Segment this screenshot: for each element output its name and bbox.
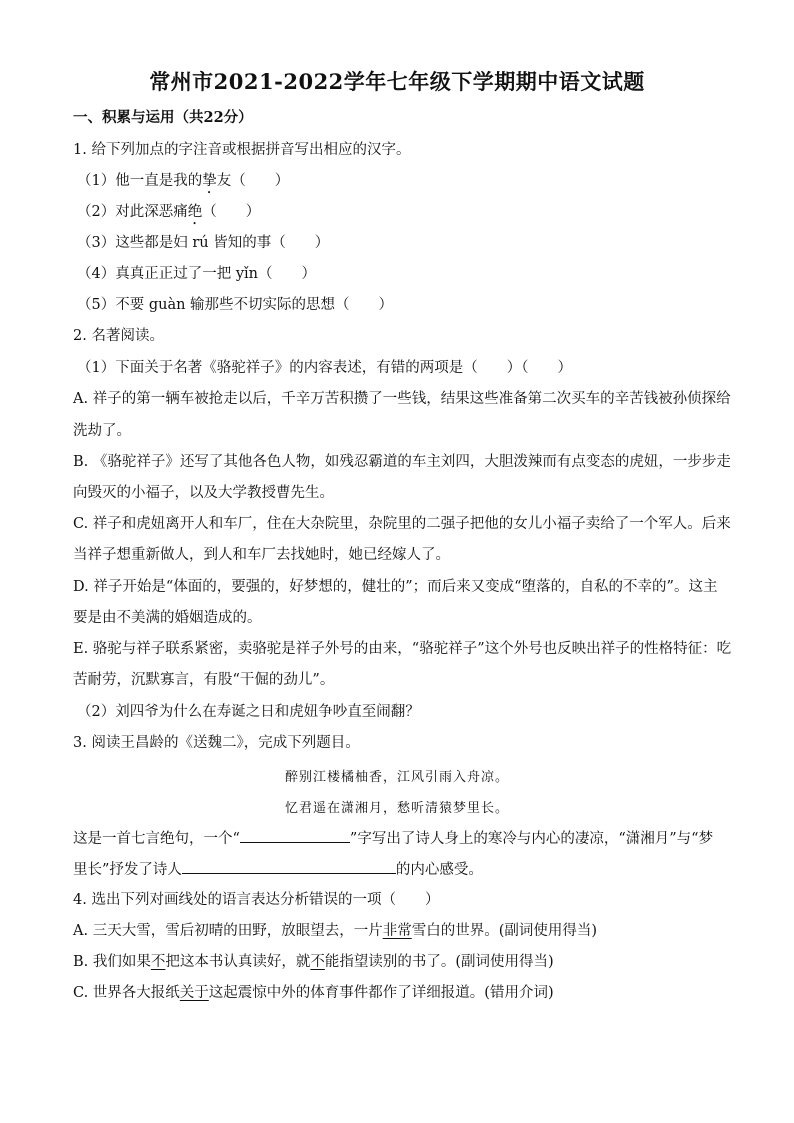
underlined-word: 非常 [382,923,412,939]
text-segment: B. 我们如果 [73,954,151,970]
text-segment: 把这本书认真读好，就 [165,954,311,970]
question-4-option-c [73,983,554,1003]
pinyin: yǐn [235,266,259,282]
section-heading: 一、积累与运用（共22分） [73,109,253,126]
underlined-word: 关于 [179,985,209,1001]
question-2-sub-1: （1）下面关于名著《骆驼祥子》的内容表述，有错的两项是（ ）（ ） [77,360,572,376]
item-prefix: （4）真真正正过了一把 [77,266,236,282]
question-1-item-1 [77,171,289,197]
dotted-character: 挚 [202,173,217,189]
question-1-item-3 [77,233,329,253]
text-segment: A. 三天大雪，雪后初晴的田野，放眼望去，一片 [73,923,383,939]
option-e-line-2: 苦耐劳，沉默寡言，有股“干倔的劲儿”。 [73,672,335,688]
question-2-sub-2: （2）刘四爷为什么在寿诞之日和虎妞争吵直至闹翻？ [77,704,420,720]
item-prefix: （1）他一直是我的 [77,173,203,189]
text-segment: 里长”抒发了诗人 [73,862,182,878]
option-a-line-1: A. 祥子的第一辆车被抢走以后，千辛万苦积攒了一些钱，结果这些准备第二次买车的辛苦钱被孙侦探给 [73,391,731,407]
question-4-option-a [73,921,597,941]
option-c-line-1: C. 祥子和虎妞离开人和车厂，住在大杂院里，杂院里的二强子把他的女儿小福子卖给了一个军人。后来 [73,516,731,532]
pinyin: rú [192,235,209,251]
option-b-line-1: B. 《骆驼祥子》还写了其他各色人物，如残忍霸道的车主刘四，大胆泼辣而有点变态的虎妞，一步步走 [73,454,731,470]
item-suffix: 输那些不切实际的思想（ ） [185,297,394,313]
text-segment: 这起震惊中外的体育事件都作了详细报道。(错用介词) [208,985,554,1001]
text-segment: 雪白的世界。(副词使用得当) [411,923,598,939]
option-b-line-2: 向毁灭的小福子，以及大学教授曹先生。 [73,485,334,501]
question-1-item-2 [77,202,260,228]
question-1-item-5 [77,295,393,315]
item-suffix: （ ） [202,204,261,220]
option-e-line-1: E. 骆驼与祥子联系紧密，卖骆驼是祥子外号的由来，“骆驼祥子”这个外号也反映出祥子的性格特征：吃 [73,641,732,657]
text-segment: 能指望读别的书了。(副词使用得当) [324,954,554,970]
question-4-stem: 4. 选出下列对画线处的语言表达分析错误的一项（ ） [73,892,440,908]
question-3-line-2 [73,859,483,880]
poem-line-2: 忆君遥在潇湘月，愁听清猿梦里长。 [284,801,509,816]
question-1-stem: 1. 给下列加点的字注音或根据拼音写出相应的汉字。 [73,142,411,158]
text-segment: C. 世界各大报纸 [73,985,180,1001]
item-prefix: （3）这些都是妇 [77,235,193,251]
dotted-character: 绝 [187,204,203,220]
text-segment: 这是一首七言绝句，一个“ [73,831,240,847]
question-1-item-4 [77,264,316,284]
option-d-line-2: 要是由不美满的婚姻造成的。 [73,610,262,626]
item-suffix: （ ） [258,266,317,282]
question-3-line-1 [73,828,713,849]
option-a-line-2: 洗劫了。 [73,423,131,439]
underlined-word: 不 [310,954,325,970]
page-title: 常州市2021-2022学年七年级下学期期中语文试题 [149,69,645,94]
text-segment: ”字写出了诗人身上的寒冷与内心的凄凉，“潇湘月”与“梦 [349,831,714,847]
item-suffix: 友（ ） [216,173,290,189]
question-2-stem: 2. 名著阅读。 [73,328,164,344]
question-3-stem: 3. 阅读王昌龄的《送魏二》，完成下列题目。 [73,735,360,751]
text-segment: 的内心感受。 [395,862,483,878]
item-suffix: 皆知的事（ ） [208,235,330,251]
underlined-word: 不 [150,954,166,970]
option-d-line-1: D. 祥子开始是“体面的，要强的，好梦想的，健壮的”；而后来又变成“堕落的，自私的不幸的”。这主 [73,579,718,595]
item-prefix: （5）不要 [77,297,149,313]
item-prefix: （2）对此深恶痛 [77,204,188,220]
option-c-line-2: 当祥子想重新做人，到人和车厂去找她时，她已经嫁人了。 [73,547,450,563]
question-4-option-b [73,952,554,972]
pinyin: guàn [148,297,186,313]
poem-line-1: 醉别江楼橘柚香，江风引雨入舟凉。 [284,770,509,785]
answer-blank-2[interactable] [182,859,396,874]
answer-blank-1[interactable] [240,828,350,843]
